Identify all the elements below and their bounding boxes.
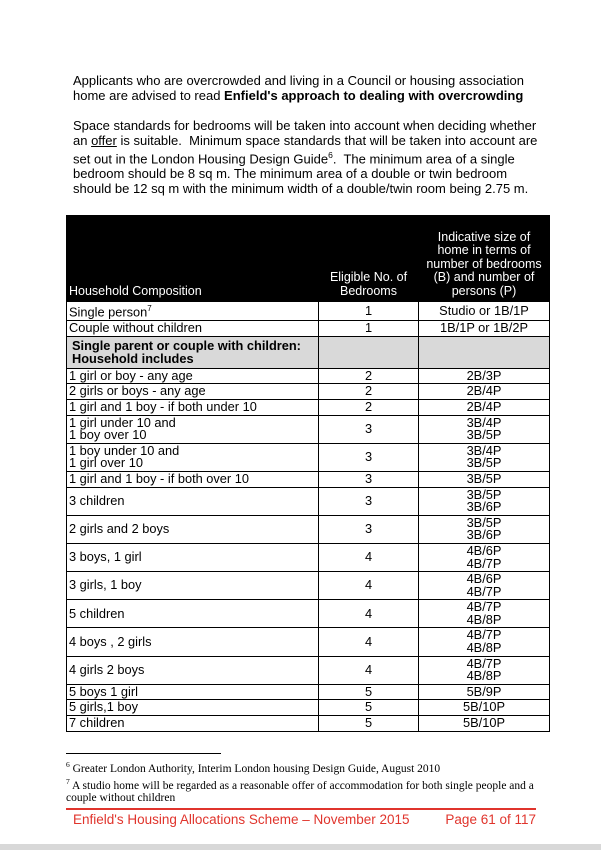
composition-cell: 1 boy under 10 and 1 girl over 10 — [67, 443, 319, 471]
table-row — [67, 684, 550, 700]
table-section-row — [67, 336, 550, 368]
bedrooms-cell: 4 — [319, 628, 419, 656]
size-cell: 3B/4P 3B/5P — [419, 443, 550, 471]
bedrooms-cell: 5 — [319, 684, 419, 700]
household-table-body — [67, 302, 550, 731]
size-cell: 4B/6P 4B/7P — [419, 572, 550, 600]
table-row — [67, 415, 550, 443]
table-row — [67, 471, 550, 487]
bedrooms-cell: 3 — [319, 415, 419, 443]
composition-cell: 1 girl and 1 boy - if both under 10 — [67, 399, 319, 415]
composition-cell: Couple without children — [67, 321, 319, 337]
size-cell: Studio or 1B/1P — [419, 302, 550, 321]
composition-cell: 1 girl and 1 boy - if both over 10 — [67, 471, 319, 487]
table-header — [67, 216, 550, 302]
col-header-indicative-size: Indicative size of home in terms of number of bedrooms (B) and number of persons (P) — [419, 216, 550, 302]
col-header-household-composition: Household Composition — [67, 216, 319, 302]
table-row — [67, 368, 550, 384]
table-row — [67, 487, 550, 515]
household-composition-table — [66, 215, 550, 731]
footnote-6-text: Greater London Authority, Interim London housing Design Guide, August 2010 — [72, 762, 441, 775]
table-row — [67, 399, 550, 415]
composition-cell: 5 boys 1 girl — [67, 684, 319, 700]
bedrooms-cell: 3 — [319, 515, 419, 543]
size-cell: 1B/1P or 1B/2P — [419, 321, 550, 337]
bedrooms-cell: 4 — [319, 656, 419, 684]
footer-document-title: Enfield's Housing Allocations Scheme – November 2015 — [73, 811, 410, 827]
bedrooms-cell: 4 — [319, 543, 419, 571]
size-cell: 4B/7P 4B/8P — [419, 656, 550, 684]
footnote-6-marker: 6 — [66, 759, 70, 769]
composition-cell: 4 boys , 2 girls — [67, 628, 319, 656]
bedrooms-cell: 3 — [319, 471, 419, 487]
table-row — [67, 384, 550, 400]
intro-paragraph: Applicants who are overcrowded and living in a Council or housing association home are advised to read Enfield's approach to dealing with overcrowding — [73, 73, 528, 103]
table-row — [67, 443, 550, 471]
bedrooms-cell: 2 — [319, 399, 419, 415]
table-row — [67, 628, 550, 656]
size-cell: 4B/7P 4B/8P — [419, 628, 550, 656]
table-row — [67, 572, 550, 600]
size-cell: 5B/10P — [419, 700, 550, 716]
document-page — [66, 73, 542, 827]
bedrooms-cell: 1 — [319, 302, 419, 321]
table-row — [67, 716, 550, 732]
size-cell: 3B/5P 3B/6P — [419, 487, 550, 515]
table-row — [67, 302, 550, 321]
table-row — [67, 515, 550, 543]
bedrooms-cell: 5 — [319, 700, 419, 716]
bedrooms-cell — [319, 336, 419, 368]
size-cell: 3B/4P 3B/5P — [419, 415, 550, 443]
size-cell — [419, 336, 550, 368]
bedrooms-cell: 4 — [319, 572, 419, 600]
composition-cell: 3 children — [67, 487, 319, 515]
bedrooms-cell: 3 — [319, 443, 419, 471]
size-cell: 3B/5P — [419, 471, 550, 487]
footnote-7-marker: 7 — [66, 777, 70, 787]
composition-cell: 7 children — [67, 716, 319, 732]
composition-cell: Single parent or couple with children: Household includes — [67, 336, 319, 368]
table-row — [67, 700, 550, 716]
page-bottom-edge — [0, 844, 601, 850]
table-row — [67, 543, 550, 571]
bedrooms-cell: 2 — [319, 384, 419, 400]
table-row — [67, 656, 550, 684]
composition-cell: 4 girls 2 boys — [67, 656, 319, 684]
composition-cell: 2 girls or boys - any age — [67, 384, 319, 400]
footnote-7 — [66, 776, 536, 804]
size-cell: 2B/3P — [419, 368, 550, 384]
bedrooms-cell: 4 — [319, 600, 419, 628]
size-cell: 2B/4P — [419, 384, 550, 400]
composition-cell: 1 girl or boy - any age — [67, 368, 319, 384]
col-header-eligible-bedrooms: Eligible No. of Bedrooms — [319, 216, 419, 302]
space-standards-paragraph: Space standards for bedrooms will be taken into account when deciding whether an offer is suitable. Minimum space standards that will be taken into account are set out in the London Housing Design Guide$^6$. The minimum area of a single bedroom should be 8 sq m. The minimum area of a double or twin bedroom should be 12 sq m with the minimum width of a double/twin room being 2.75 m. — [73, 118, 542, 197]
composition-cell: 2 girls and 2 boys — [67, 515, 319, 543]
size-cell: 4B/6P 4B/7P — [419, 543, 550, 571]
footnote-7-text: A studio home will be regarded as a reasonable offer of accommodation for both single people and a couple without children — [66, 780, 534, 804]
composition-cell: Single person$^7$ — [67, 302, 319, 321]
size-cell: 3B/5P 3B/6P — [419, 515, 550, 543]
composition-cell: 1 girl under 10 and 1 boy over 10 — [67, 415, 319, 443]
table-header-row — [67, 216, 550, 302]
table-row — [67, 600, 550, 628]
size-cell: 2B/4P — [419, 399, 550, 415]
bedrooms-cell: 3 — [319, 487, 419, 515]
composition-cell: 5 children — [67, 600, 319, 628]
bedrooms-cell: 1 — [319, 321, 419, 337]
footnote-6 — [66, 759, 536, 776]
composition-cell: 5 girls,1 boy — [67, 700, 319, 716]
table-row — [67, 321, 550, 337]
bedrooms-cell: 2 — [319, 368, 419, 384]
size-cell: 4B/7P 4B/8P — [419, 600, 550, 628]
composition-cell: 3 girls, 1 boy — [67, 572, 319, 600]
bedrooms-cell: 5 — [319, 716, 419, 732]
footer-page-number: Page 61 of 117 — [445, 811, 536, 827]
footnotes — [66, 759, 536, 805]
size-cell: 5B/10P — [419, 716, 550, 732]
size-cell: 5B/9P — [419, 684, 550, 700]
composition-cell: 3 boys, 1 girl — [67, 543, 319, 571]
footnote-separator — [66, 753, 221, 754]
page-footer — [66, 810, 536, 827]
